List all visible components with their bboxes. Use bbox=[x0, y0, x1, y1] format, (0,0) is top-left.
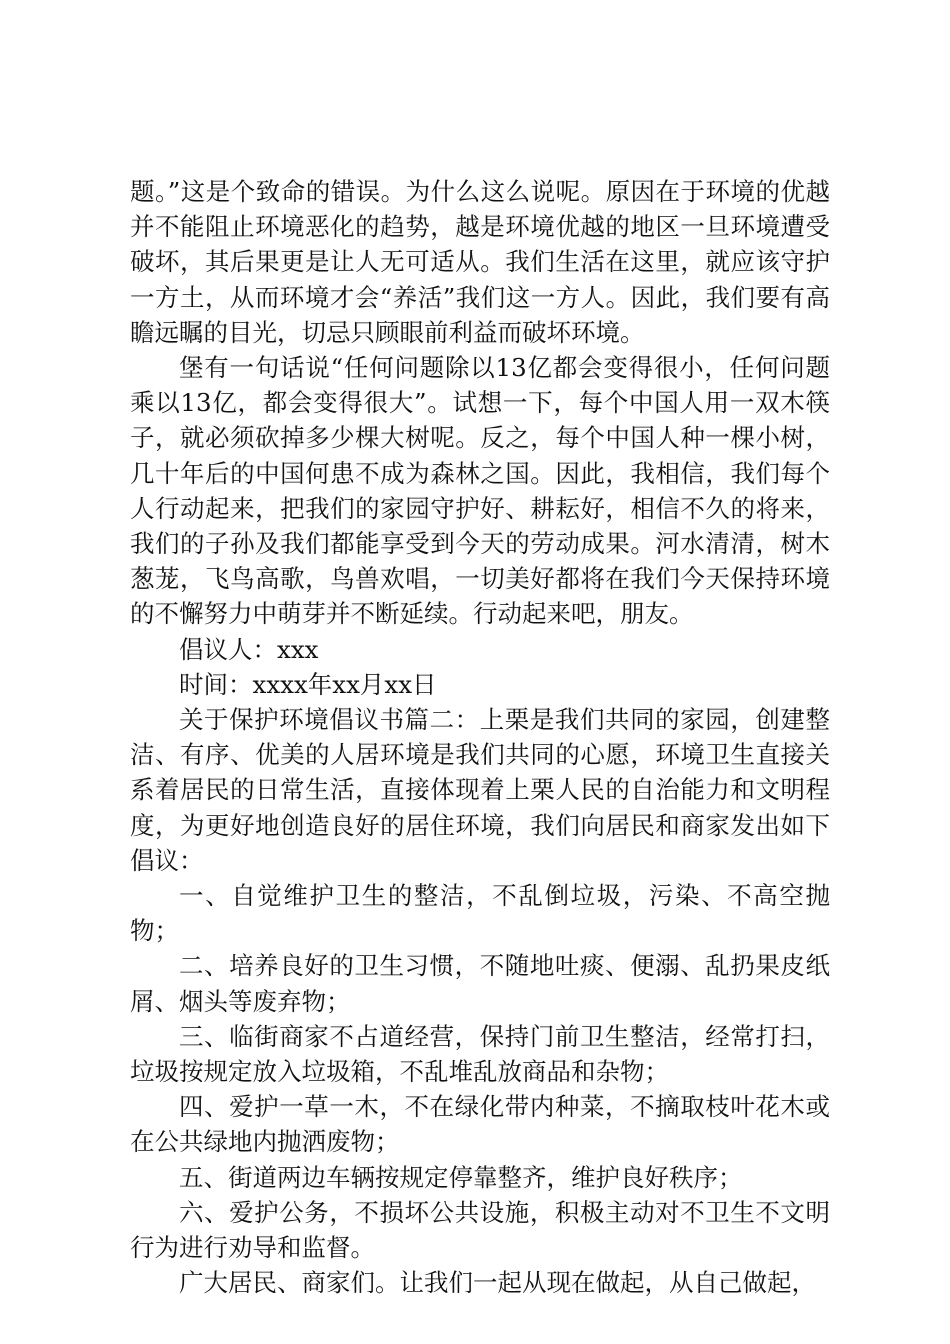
initiator-line: 倡议人：xxx bbox=[179, 634, 319, 664]
proposal-item-4: 四、爱护一草一木，不在绿化带内种菜，不摘取枝叶花木或在公共绿地内抛洒废物； bbox=[130, 1092, 830, 1157]
document-body bbox=[130, 174, 830, 1301]
proposal-item-1: 一、自觉维护卫生的整洁，不乱倒垃圾，污染、不高空抛物； bbox=[130, 881, 830, 946]
proposal-item-6: 六、爱护公务，不损坏公共设施，积极主动对不卫生不文明行为进行劝导和监督。 bbox=[130, 1197, 830, 1263]
proposal-item-3: 三、临街商家不占道经营，保持门前卫生整洁，经常打扫，垃圾按规定放入垃圾箱，不乱堆乱放商品和杂物； bbox=[130, 1021, 830, 1087]
paragraph-proposal-intro: 关于保护环境倡议书篇二：上栗是我们共同的家园，创建整洁、有序、优美的人居环境是我们共同的心愿，环境卫生直接关系着居民的日常生活，直接体现着上栗人民的自治能力和文明程度，为更好地创造良好的居住环境，我们向居民和商家发出如下倡议： bbox=[130, 705, 830, 875]
paragraph-population-quote: 堡有一句话说“任何问题除以13亿都会变得很小，任何问题乘以13亿，都会变得很大”。试想一下，每个中国人用一双木筷子，就必须砍掉多少棵大树呢。反之，每个中国人种一棵小树，几十年后的中国何患不成为森林之国。因此，我相信，我们每个人行动起来，把我们的家园守护好、耕耘好，相信不久的将来，我们的子孙及我们都能享受到今天的劳动成果。河水清清，树木葱茏，飞鸟高歌，鸟兽欢唱，一切美好都将在我们今天保持环境的不懈努力中萌芽并不断延续。行动起来吧，朋友。 bbox=[130, 353, 830, 629]
proposal-item-2: 二、培养良好的卫生习惯，不随地吐痰、便溺、乱扔果皮纸屑、烟头等废弃物； bbox=[130, 951, 830, 1016]
date-line: 时间：xxxx年xx月xx日 bbox=[179, 669, 437, 699]
proposal-item-5: 五、街道两边车辆按规定停靠整齐，维护良好秩序； bbox=[179, 1162, 743, 1192]
paragraph-closing: 广大居民、商家们。让我们一起从现在做起，从自己做起， bbox=[179, 1268, 816, 1298]
paragraph-continuation: 题。”这是个致命的错误。为什么这么说呢。原因在于环境的优越并不能阻止环境恶化的趋势，越是环境优越的地区一旦环境遭受破坏，其后果更是让人无可适从。我们生活在这里，就应该守护一方土，从而环境才会“养活”我们这一方人。因此，我们要有高瞻远瞩的目光，切忌只顾眼前利益而破坏环境。 bbox=[130, 177, 830, 347]
